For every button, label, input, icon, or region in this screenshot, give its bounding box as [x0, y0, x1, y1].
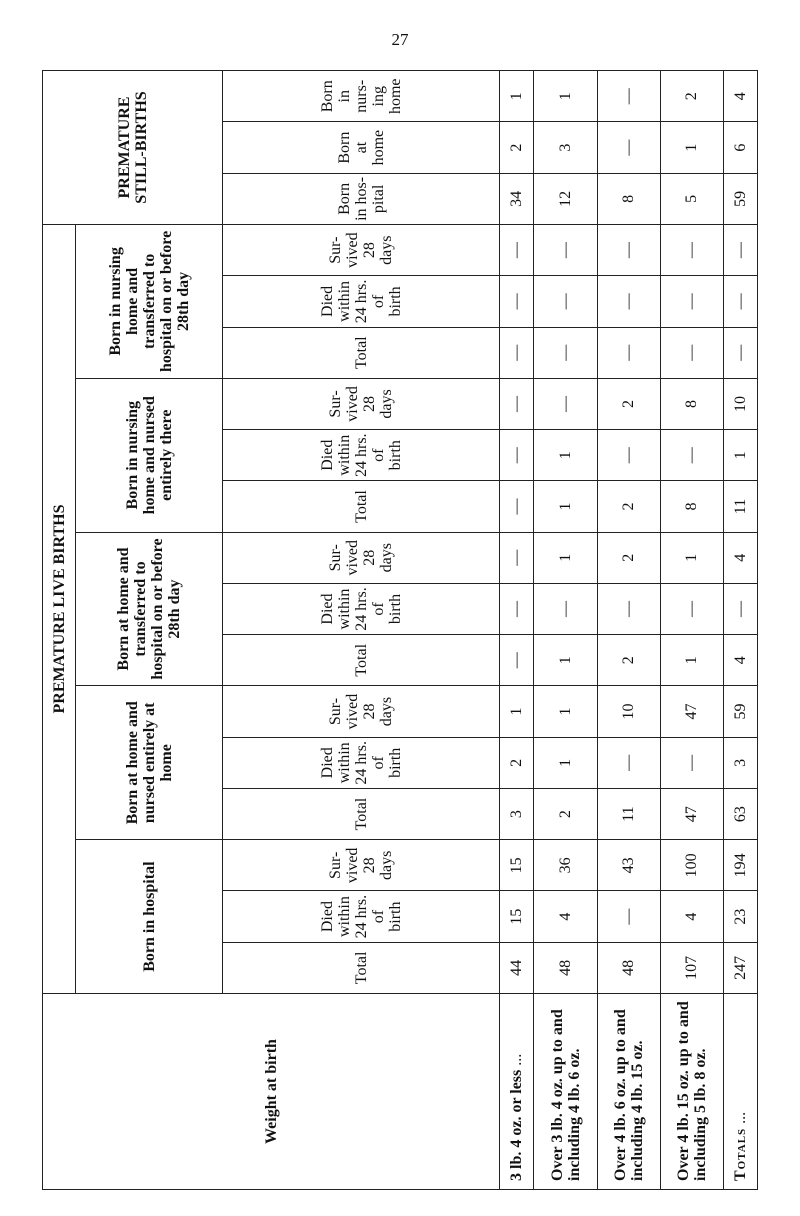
table-cell: 4: [534, 891, 597, 942]
table-cell: 5: [660, 173, 723, 224]
table-cell: —: [597, 327, 660, 378]
table-cell: —: [597, 276, 660, 327]
column-header: Died within 24 hrs. of birth: [223, 891, 500, 942]
table-cell: —: [500, 225, 534, 276]
table-cell: 1: [534, 430, 597, 481]
table-cell: 15: [500, 840, 534, 891]
table-cell: —: [723, 225, 757, 276]
table-cell: —: [723, 276, 757, 327]
leader-dots: ...: [731, 1111, 749, 1124]
weight-label-cell: [660, 994, 723, 1190]
table-cell: 3: [723, 737, 757, 788]
table-cell: —: [660, 327, 723, 378]
table-cell: 1: [534, 71, 597, 122]
column-header: Sur-vived 28 days: [223, 225, 500, 276]
table-cell: 1: [723, 430, 757, 481]
table-cell: 2: [597, 378, 660, 429]
column-header: Total: [223, 481, 500, 532]
table-cell: 63: [723, 788, 757, 839]
table-cell: 100: [660, 840, 723, 891]
table-cell: 1: [534, 737, 597, 788]
table-cell: —: [597, 122, 660, 173]
table-cell: 247: [723, 942, 757, 993]
table-cell: 48: [534, 942, 597, 993]
table-cell: —: [500, 276, 534, 327]
weight-label: Over 4 lb. 15 oz. up to and including 5 lb. 8 oz.: [674, 1001, 709, 1181]
premature-live-births-header: PREMATURE LIVE BIRTHS: [43, 225, 76, 994]
section-header: Born in nursing home and nursed entirely there: [76, 378, 223, 532]
table-cell: 1: [500, 686, 534, 737]
table-cell: 11: [723, 481, 757, 532]
table-cell: —: [660, 225, 723, 276]
column-header: Sur-vived 28 days: [223, 686, 500, 737]
premature-births-table: [42, 70, 758, 1190]
section-header: Born in hospital: [76, 840, 223, 994]
still-birth-column-header: Born in hos-pital: [223, 173, 500, 224]
table-row: [660, 71, 723, 1190]
table-cell: —: [660, 583, 723, 634]
table-cell: 4: [723, 532, 757, 583]
table-cell: 12: [534, 173, 597, 224]
column-header: Total: [223, 327, 500, 378]
column-header: Died within 24 hrs. of birth: [223, 276, 500, 327]
table-cell: —: [534, 583, 597, 634]
table-cell: 34: [500, 173, 534, 224]
table-cell: 8: [660, 481, 723, 532]
table-cell: —: [534, 225, 597, 276]
column-header: Total: [223, 635, 500, 686]
table-cell: 59: [723, 173, 757, 224]
table-cell: 2: [597, 635, 660, 686]
column-header: Died within 24 hrs. of birth: [223, 737, 500, 788]
table-cell: 1: [534, 635, 597, 686]
table-cell: 47: [660, 686, 723, 737]
column-header: Died within 24 hrs. of birth: [223, 583, 500, 634]
table-cell: 2: [500, 122, 534, 173]
table-cell: —: [500, 430, 534, 481]
table-cell: 1: [534, 481, 597, 532]
table-cell: —: [500, 327, 534, 378]
table-row: [500, 71, 534, 1190]
weight-label-cell: [597, 994, 660, 1190]
table-cell: 4: [723, 635, 757, 686]
table-cell: 36: [534, 840, 597, 891]
table-cell: 23: [723, 891, 757, 942]
table-cell: 48: [597, 942, 660, 993]
column-header: Died within 24 hrs. of birth: [223, 430, 500, 481]
table-cell: 194: [723, 840, 757, 891]
table-cell: 44: [500, 942, 534, 993]
table-cell: —: [500, 583, 534, 634]
table-cell: 8: [597, 173, 660, 224]
table-cell: —: [534, 378, 597, 429]
table-cell: 107: [660, 942, 723, 993]
weight-label: Over 3 lb. 4 oz. up to and including 4 lb. 6 oz.: [548, 1009, 583, 1181]
table-cell: 1: [534, 532, 597, 583]
column-header: Sur-vived 28 days: [223, 532, 500, 583]
table-cell: —: [597, 891, 660, 942]
table-cell: —: [500, 532, 534, 583]
table-cell: —: [597, 225, 660, 276]
table-cell: —: [660, 737, 723, 788]
table-cell: 1: [534, 686, 597, 737]
still-birth-column-header: Born in nurs-ing home: [223, 71, 500, 122]
table-cell: —: [597, 737, 660, 788]
table-cell: 2: [597, 532, 660, 583]
weight-label-cell: [500, 994, 534, 1190]
table-cell: —: [723, 327, 757, 378]
table-row: [597, 71, 660, 1190]
section-header: Born in nursing home and transferred to hospital on or before 28th day: [76, 225, 223, 379]
table-cell: 4: [723, 71, 757, 122]
table-cell: 1: [660, 122, 723, 173]
weight-label: Totals: [731, 1127, 749, 1181]
column-header: Total: [223, 942, 500, 993]
table-cell: 47: [660, 788, 723, 839]
weight-label-cell: [534, 994, 597, 1190]
column-header: Sur-vived 28 days: [223, 840, 500, 891]
table-cell: —: [534, 327, 597, 378]
table-cell: 8: [660, 378, 723, 429]
table-row: [534, 71, 597, 1190]
table-cell: 15: [500, 891, 534, 942]
table-cell: —: [534, 276, 597, 327]
table-cell: —: [660, 276, 723, 327]
table-cell: —: [597, 430, 660, 481]
table-cell: 2: [660, 71, 723, 122]
table-cell: —: [723, 583, 757, 634]
table-cell: 11: [597, 788, 660, 839]
table-cell: 4: [660, 891, 723, 942]
section-header: Born at home and nursed entirely at home: [76, 686, 223, 840]
section-header: Born at home and transferred to hospital on or before 28th day: [76, 532, 223, 686]
rotated-table-container: [42, 70, 758, 1190]
table-cell: 1: [500, 71, 534, 122]
table-cell: —: [597, 71, 660, 122]
table-cell: 6: [723, 122, 757, 173]
weight-label: 3 lb. 4 oz. or less: [508, 1069, 526, 1181]
table-cell: 43: [597, 840, 660, 891]
table-cell: 2: [500, 737, 534, 788]
table-cell: —: [597, 583, 660, 634]
table-cell: 3: [534, 122, 597, 173]
premature-still-births-header: PREMATURE STILL-BIRTHS: [43, 71, 223, 225]
page-number: 27: [391, 30, 409, 49]
still-birth-column-header: Born at home: [223, 122, 500, 173]
column-header: Total: [223, 788, 500, 839]
table-cell: 2: [534, 788, 597, 839]
table-cell: 10: [723, 378, 757, 429]
weight-label: Over 4 lb. 6 oz. up to and including 4 lb. 15 oz.: [611, 1009, 646, 1181]
table-cell: 1: [660, 532, 723, 583]
table-cell: —: [660, 430, 723, 481]
table-cell: —: [500, 378, 534, 429]
weight-at-birth-header: Weight at birth: [43, 994, 500, 1190]
leader-dots: ...: [508, 1053, 526, 1066]
weight-label-cell: [723, 994, 757, 1190]
table-cell: 2: [597, 481, 660, 532]
totals-row: [723, 71, 757, 1190]
table-cell: 1: [660, 635, 723, 686]
table-cell: 59: [723, 686, 757, 737]
table-cell: —: [500, 635, 534, 686]
table-cell: 10: [597, 686, 660, 737]
table-cell: —: [500, 481, 534, 532]
table-cell: 3: [500, 788, 534, 839]
column-header: Sur-vived 28 days: [223, 378, 500, 429]
